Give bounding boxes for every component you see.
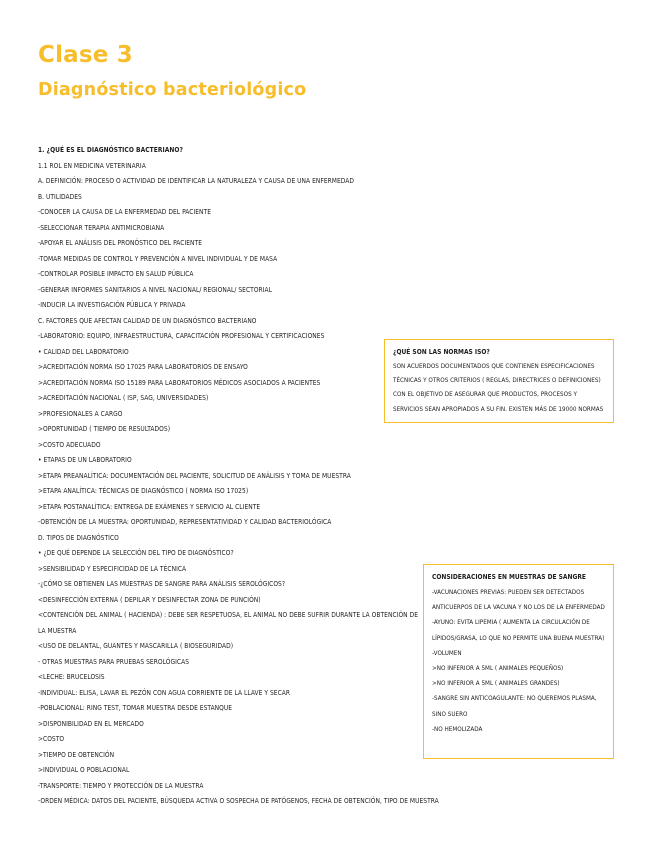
note-line: 1. ¿QUÉ ES EL DIAGNÓSTICO BACTERIANO?: [38, 146, 183, 154]
note-line: -TOMAR MEDIDAS DE CONTROL Y PREVENCIÓN A NIVEL INDIVIDUAL Y DE MASA: [38, 254, 278, 263]
blood-note-line: -VACUNACIONES PREVIAS: PUEDEN SER DETECTADOS ANTICUERPOS DE LA VACUNA Y NO LOS DE LA ENFERMEDAD: [432, 589, 605, 612]
note-line: >TIEMPO DE OBTENCIÓN: [38, 750, 115, 759]
blood-note-title: CONSIDERACIONES EN MUESTRAS DE SANGRE: [432, 573, 586, 581]
blood-note-line: -AYUNO: EVITA LIPEMIA ( AUMENTA LA CIRCULACIÓN DE LÍPIDOS/GRASA, LO QUE NO PERMITE UNA BUENA MUESTRA): [432, 619, 605, 642]
note-line: B. UTILIDADES: [38, 192, 82, 201]
note-line: -INDUCIR LA INVESTIGACIÓN PÚBLICA Y PRIVADA: [38, 301, 186, 309]
note-line: >DISPONIBILIDAD EN EL MERCADO: [38, 719, 144, 728]
note-line: >ACREDITACIÓN NORMA ISO 15189 PARA LABORATORIOS MÉDICOS ASOCIADOS A PACIENTES: [38, 378, 321, 387]
note-line: -CONTROLAR POSIBLE IMPACTO EN SALUD PÚBLICA: [38, 270, 194, 278]
note-line: <CONTENCIÓN DEL ANIMAL ( HACIENDA) : DEBE SER RESPETUOSA, EL ANIMAL NO DEBE SUFRIR DURANTE LA OBTENCIÓN DE LA MUESTRA: [38, 611, 419, 635]
note-line: >INDIVIDUAL O POBLACIONAL: [38, 766, 130, 774]
note-line: -POBLACIONAL: RING TEST, TOMAR MUESTRA DESDE ESTANQUE: [38, 704, 233, 712]
note-line: >SENSIBILIDAD Y ESPECIFICIDAD DE LA TÉCNICA: [38, 564, 187, 573]
note-line: >ETAPA PREANALÍTICA: DOCUMENTACIÓN DEL PACIENTE, SOLICITUD DE ANÁLISIS Y TOMA DE MUESTRA: [38, 471, 351, 480]
note-line: >ACREDITACIÓN NACIONAL ( ISP, SAG, UNIVERSIDADES): [38, 394, 209, 402]
note-line: <DESINFECCIÓN EXTERNA ( DEPILAR Y DESINFECTAR ZONA DE PUNCIÓN): [38, 595, 261, 604]
notes-body: [38, 143, 439, 810]
note-line: >ACREDITACIÓN NORMA ISO 17025 PARA LABORATORIOS DE ENSAYO: [38, 363, 248, 371]
note-line: >ETAPA ANALÍTICA: TÉCNICAS DE DIAGNÓSTICO ( NORMA ISO 17025): [38, 487, 249, 495]
blood-note-line: -SANGRE SIN ANTICOAGULANTE: NO QUEREMOS PLASMA, SINO SUERO: [432, 695, 597, 718]
blood-note-line: >NO INFERIOR A 5ML ( ANIMALES GRANDES): [432, 680, 560, 688]
note-line: • ETAPAS DE UN LABORATORIO: [38, 456, 132, 464]
iso-note-text: SON ACUERDOS DOCUMENTADOS QUE CONTIENEN ESPECIFICACIONES TÉCNICAS Y OTROS CRITERIOS ( REGLAS, DIRECTRICES O DEFINICIONES) CON EL OBJETIVO DE ASEGURAR QUE PRODUCTOS, PROCESOS Y SERVICIOS SEAN APROPIADOS A SU FIN. EXISTEN MÁS DE 19000 NORMAS: [393, 363, 604, 413]
blood-note-list: [432, 585, 605, 737]
note-line: -CONOCER LA CAUSA DE LA ENFERMEDAD DEL PACIENTE: [38, 208, 212, 216]
blood-note-line: >NO INFERIOR A 5ML ( ANIMALES PEQUEÑOS): [432, 665, 564, 673]
page-title: Clase 3: [38, 42, 133, 68]
blood-sample-note-box: [423, 564, 614, 759]
note-line: >OPORTUNIDAD ( TIEMPO DE RESULTADOS): [38, 425, 171, 433]
note-line: -LABORATORIO: EQUIPO, INFRAESTRUCTURA, CAPACITACIÓN PROFESIONAL Y CERTIFICACIONES: [38, 332, 325, 340]
note-line: - OTRAS MUESTRAS PARA PRUEBAS SEROLÓGICAS: [38, 657, 190, 666]
blood-note-line: -NO HEMOLIZADA: [432, 725, 483, 733]
note-line: -GENERAR INFORMES SANITARIOS A NIVEL NACIONAL/ REGIONAL/ SECTORIAL: [38, 285, 272, 294]
iso-note-box: [384, 339, 614, 423]
note-line: C. FACTORES QUE AFECTAN CALIDAD DE UN DIAGNÓSTICO BACTERIANO: [38, 316, 257, 325]
iso-note-title: ¿QUÉ SON LAS NORMAS ISO?: [393, 348, 490, 356]
blood-note-line: -VOLUMEN: [432, 649, 462, 657]
note-line: >ETAPA POSTANALÍTICA: ENTREGA DE EXÁMENES Y SERVICIO AL CLIENTE: [38, 502, 261, 511]
note-line: A. DEFINICIÓN: PROCESO O ACTIVIDAD DE IDENTIFICAR LA NATURALEZA Y CAUSA DE UNA ENFERMEDAD: [38, 177, 354, 185]
note-line: D. TIPOS DE DIAGNÓSTICO: [38, 533, 119, 542]
note-line: -SELECCIONAR TERAPIA ANTIMICROBIANA: [38, 223, 165, 232]
note-line: <USO DE DELANTAL, GUANTES Y MASCARILLA ( BIOSEGURIDAD): [38, 642, 234, 650]
note-line: >COSTO: [38, 735, 65, 743]
note-line: -APOYAR EL ANÁLISIS DEL PRONÓSTICO DEL PACIENTE: [38, 239, 203, 247]
note-line: • ¿DE QUÉ DEPENDE LA SELECCIÓN DEL TIPO DE DIAGNÓSTICO?: [38, 549, 234, 557]
note-line: -¿CÓMO SE OBTIENEN LAS MUESTRAS DE SANGRE PARA ANÁLISIS SEROLÓGICOS?: [38, 580, 286, 588]
page-subtitle: Diagnóstico bacteriológico: [38, 80, 307, 100]
note-line: • CALIDAD DEL LABORATORIO: [38, 347, 129, 356]
note-line: -OBTENCIÓN DE LA MUESTRA: OPORTUNIDAD, REPRESENTATIVIDAD Y CALIDAD BACTERIOLÓGICA: [38, 518, 332, 526]
note-line: -ORDEN MÉDICA: DATOS DEL PACIENTE, BÚSQUEDA ACTIVA O SOSPECHA DE PATÓGENOS, FECHA DE OBTENCIÓN, TIPO DE MUESTRA: [38, 797, 439, 805]
note-line: >COSTO ADECUADO: [38, 440, 101, 449]
note-line: <LECHE: BRUCELOSIS: [38, 673, 105, 681]
note-line: >PROFESIONALES A CARGO: [38, 409, 123, 418]
note-line: -TRANSPORTE: TIEMPO Y PROTECCIÓN DE LA MUESTRA: [38, 781, 204, 790]
note-line: -INDIVIDUAL: ELISA, LAVAR EL PEZÓN CON AGUA CORRIENTE DE LA LLAVE Y SECAR: [38, 688, 291, 697]
note-line: 1.1 ROL EN MEDICINA VETERINARIA: [38, 161, 146, 170]
